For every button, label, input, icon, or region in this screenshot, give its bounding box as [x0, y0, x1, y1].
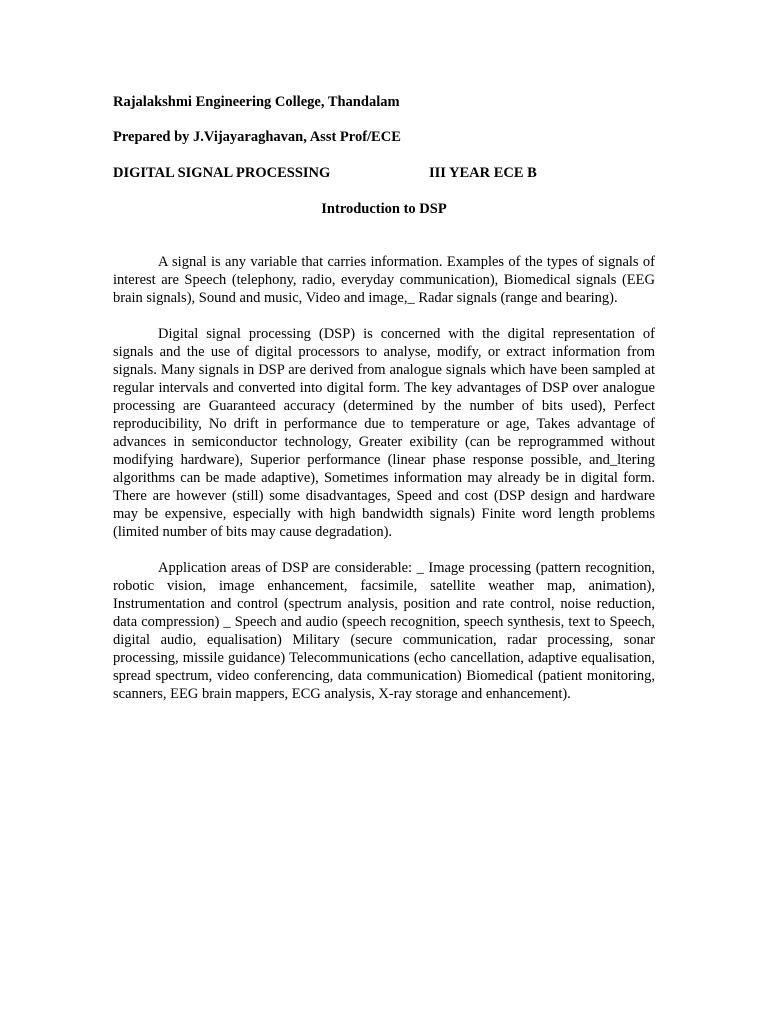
paragraph-dsp-overview: Digital signal processing (DSP) is concerned with the digital representation of signals and the use of digital processors to analyse, modify, or extract information from signals. Many signals in DSP are derived from analogue signals which have been sampled at regular intervals and converted into digital form. The key advantages of DSP over analogue processing are Guaranteed accuracy (determined by the number of bits used), Perfect reproducibility, No drift in performance due to temperature or age, Takes advantage of advances in semiconductor technology, Greater exibility (can be reprogrammed without modifying hardware), Superior performance (linear phase response possible, and_ltering algorithms can be made adaptive), Sometimes information may already be in digital form. There are however (still) some disadvantages, Speed and cost (DSP design and hardware may be expensive, especially with high bandwidth signals) Finite word length problems (limited number of bits may cause degradation).	[113, 326, 655, 540]
subject-line	[113, 164, 655, 182]
subject-name: DIGITAL SIGNAL PROCESSING	[113, 165, 331, 181]
prepared-by: Prepared by J.Vijayaraghavan, Asst Prof/ECE	[113, 129, 401, 145]
paragraph-applications: Application areas of DSP are considerable: _ Image processing (pattern recognition, robotic vision, image enhancement, facsimile, satellite weather map, animation), Instrumentation and control (spectrum analysis, position and rate control, noise reduction, data compression) _ Speech and audio (speech recognition, speech synthesis, text to Speech, digital audio, equalisation) Military (secure communication, radar processing, sonar processing, missile guidance) Telecommunications (echo cancellation, adaptive equalisation, spread spectrum, video conferencing, data communication) Biomedical (patient monitoring, scanners, EEG brain mappers, ECG analysis, X-ray storage and enhancement).	[113, 560, 655, 702]
document-title: Introduction to DSP	[321, 201, 447, 217]
class-name: III YEAR ECE B	[429, 165, 537, 181]
college-name: Rajalakshmi Engineering College, Thandalam	[113, 94, 400, 110]
document-body	[113, 93, 655, 703]
paragraph-signal-definition: A signal is any variable that carries information. Examples of the types of signals of interest are Speech (telephony, radio, everyday communication), Biomedical signals (EEG brain signals), Sound and music, Video and image,_ Radar signals (range and bearing).	[113, 254, 655, 306]
